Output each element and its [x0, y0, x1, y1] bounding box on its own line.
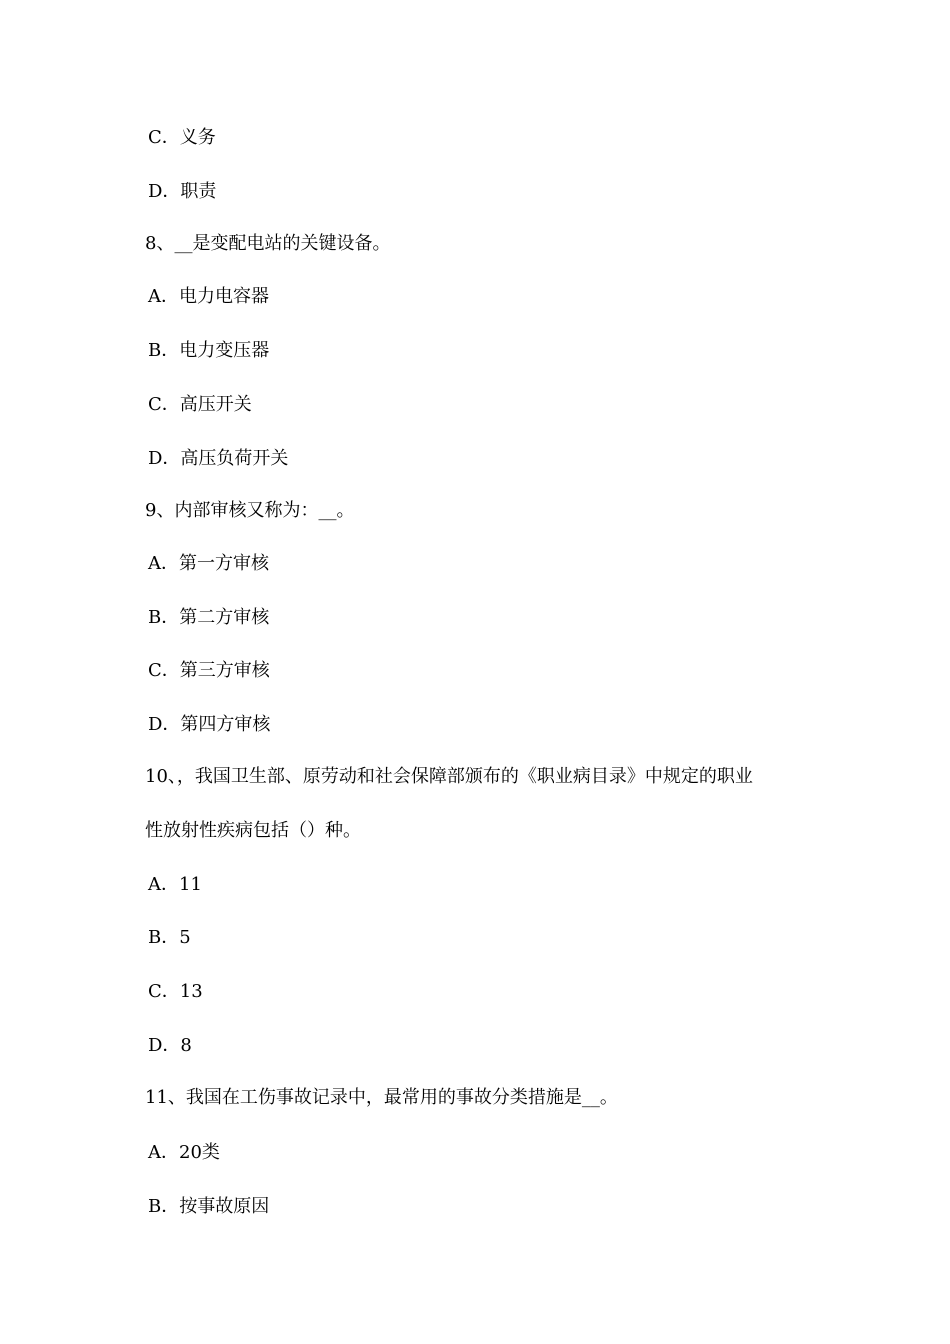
option-line: A．20类: [148, 1142, 220, 1163]
option-line: D．第四方审核: [148, 714, 271, 735]
option-line: A．11: [148, 874, 202, 895]
option-line: C．义务: [148, 127, 216, 148]
question-line: 10、，我国卫生部、原劳动和社会保障部颁布的《职业病目录》中规定的职业: [145, 766, 753, 787]
option-line: B．按事故原因: [148, 1196, 270, 1217]
option-line: C．第三方审核: [148, 660, 270, 681]
option-line: D．8: [148, 1035, 192, 1056]
question-line: 11、我国在工伤事故记录中，最常用的事故分类措施是__。: [145, 1087, 618, 1108]
option-line: A．电力电容器: [148, 286, 269, 307]
option-line: A．第一方审核: [148, 553, 269, 574]
question-line: 性放射性疾病包括（）种。: [145, 820, 361, 841]
option-line: B．第二方审核: [148, 607, 270, 628]
option-line: C．13: [148, 981, 203, 1002]
option-line: B．电力变压器: [148, 340, 270, 361]
question-line: 9、内部审核又称为：__。: [145, 500, 355, 521]
option-line: C．高压开关: [148, 394, 252, 415]
option-line: B．5: [148, 927, 191, 948]
option-line: D．高压负荷开关: [148, 448, 289, 469]
question-line: 8、__是变配电站的关键设备。: [145, 233, 391, 254]
option-line: D．职责: [148, 181, 217, 202]
